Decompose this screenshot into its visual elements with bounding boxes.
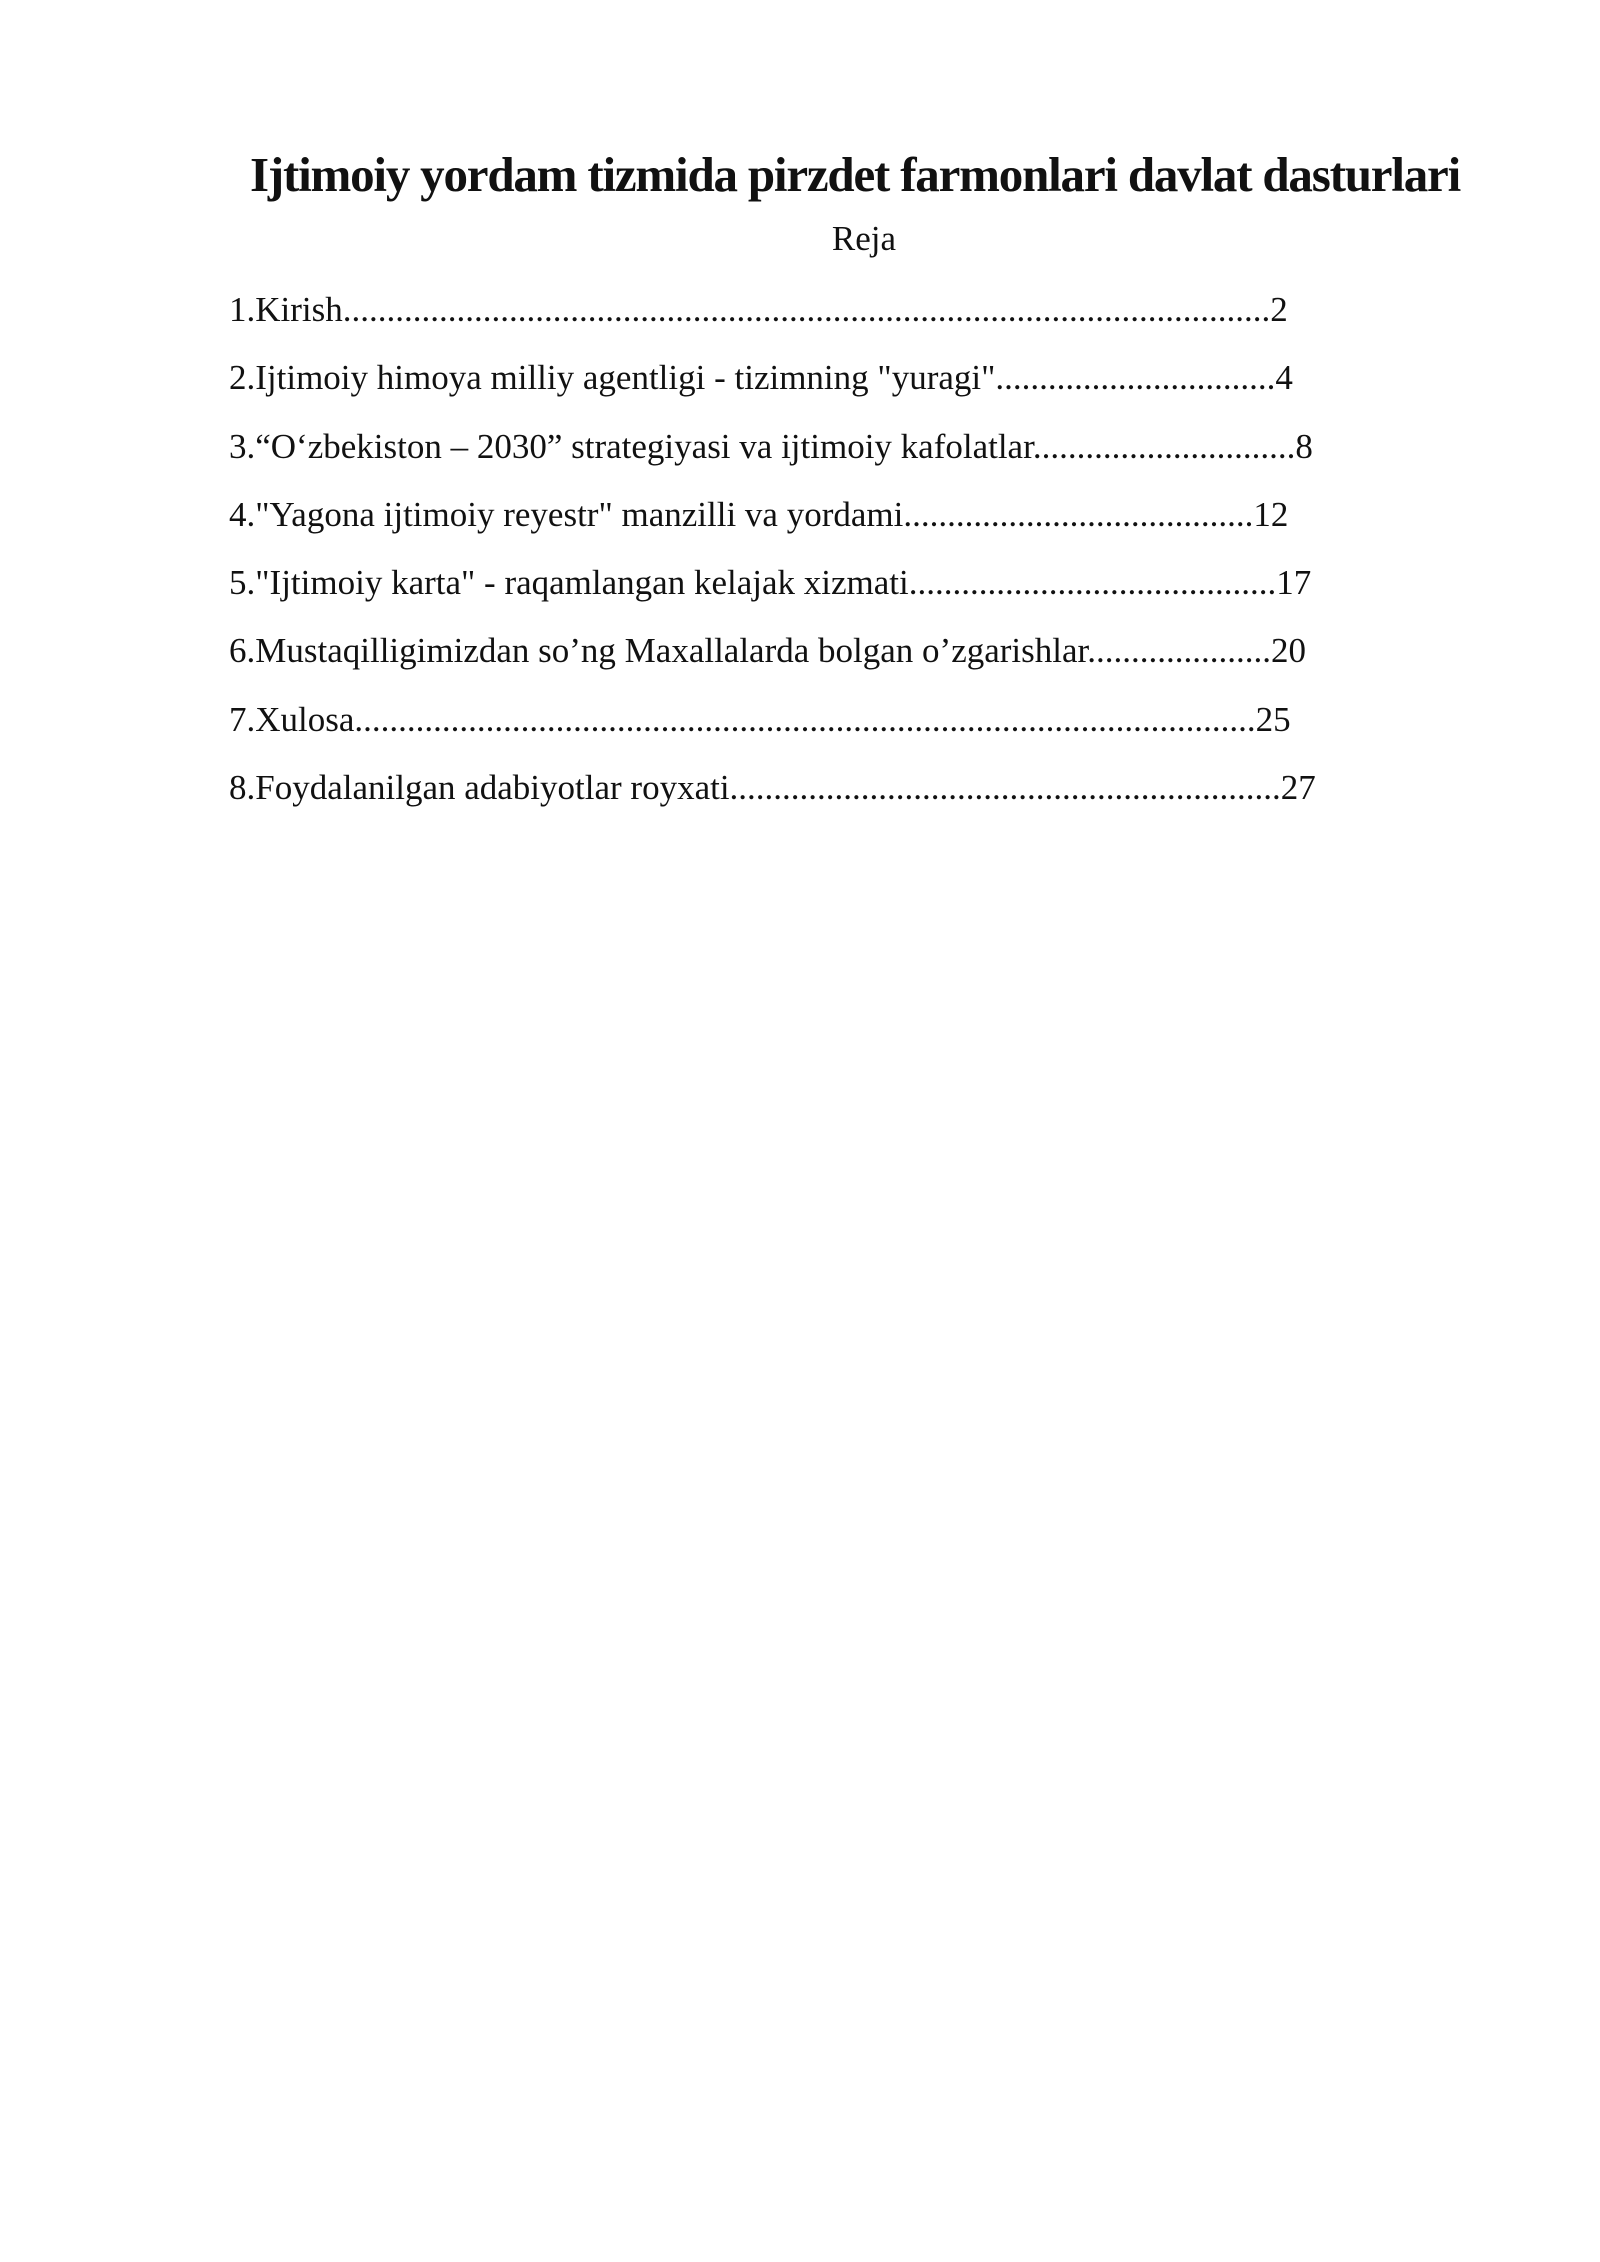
- toc-entry-mahalla-changes: 6.Mustaqilligimizdan so’ng Maxallalarda bolgan o’zgarishlar.....................20: [229, 631, 1307, 671]
- document-title: Ijtimoiy yordam tizmida pirzdet farmonlari davlat dasturlari: [249, 147, 1460, 202]
- toc-entry-introduction: 1.Kirish..........................................................................................................2: [229, 290, 1288, 329]
- toc-entry-social-protection-agency: 2.Ijtimoiy himoya milliy agentligi - tizimning "yuragi"................................4: [229, 358, 1293, 398]
- document-subtitle: Reja: [831, 219, 897, 258]
- toc-entry-social-card: 5."Ijtimoiy karta" - raqamlangan kelajak xizmati..........................................17: [229, 563, 1312, 603]
- table-of-contents: [229, 290, 1316, 836]
- toc-entry-uzbekistan-2030: 3.“O‘zbekiston – 2030” strategiyasi va ijtimoiy kafolatlar..............................8: [229, 426, 1313, 466]
- toc-entry-conclusion: 7.Xulosa.......................................................................................................25: [229, 699, 1291, 739]
- toc-entry-references: 8.Foydalanilgan adabiyotlar royxati...............................................................27: [229, 768, 1316, 808]
- toc-entry-social-registry: 4."Yagona ijtimoiy reyestr" manzilli va yordami........................................12: [229, 494, 1289, 534]
